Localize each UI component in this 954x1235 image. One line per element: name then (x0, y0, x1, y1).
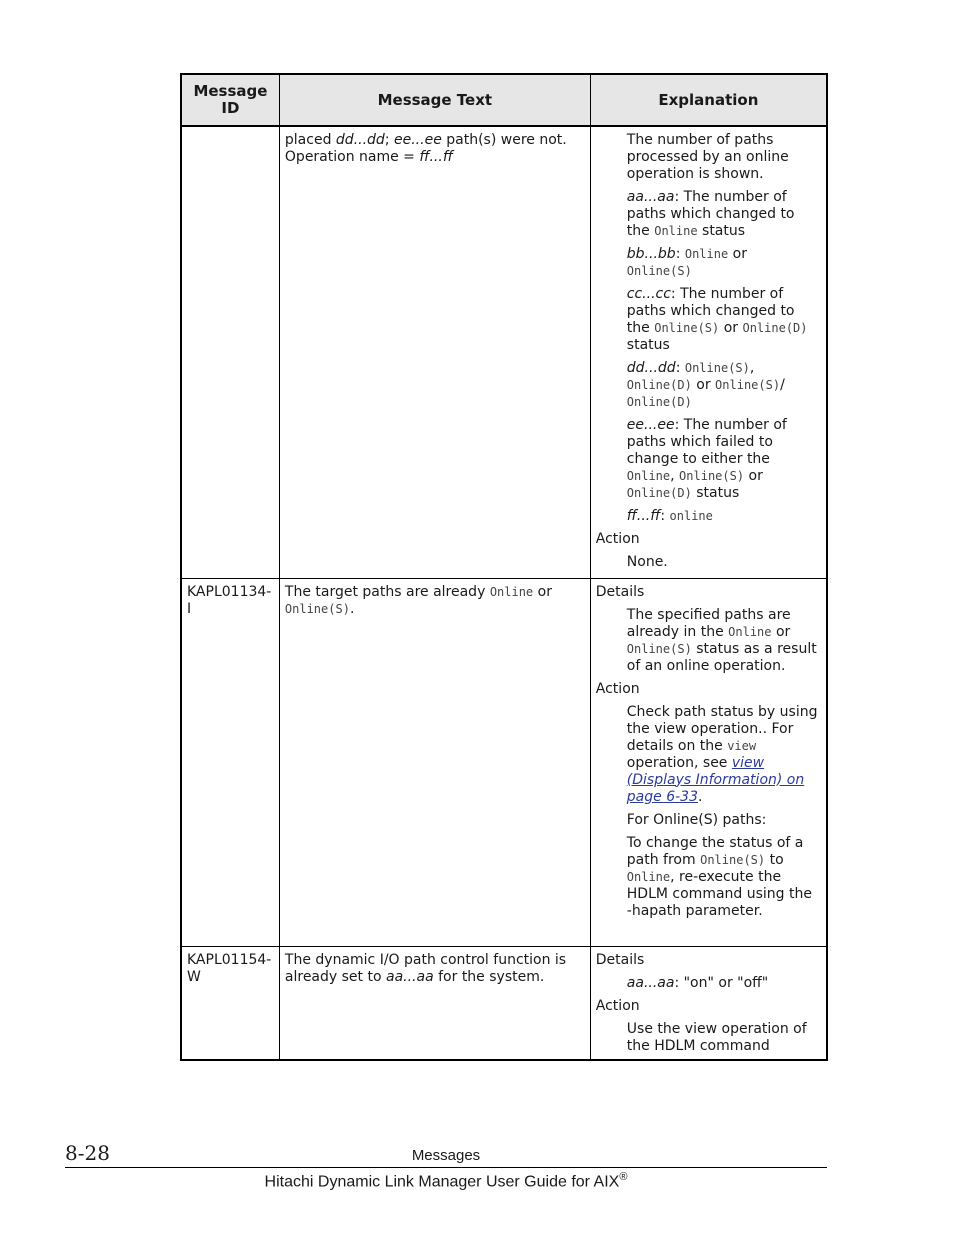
details-label: Details (595, 583, 645, 600)
explanation-cell (590, 126, 827, 578)
header-message-id: Message ID (181, 74, 279, 126)
action-label: Action (595, 997, 640, 1014)
page-number: 8-28 (65, 1141, 110, 1165)
action-text: None. (626, 554, 668, 570)
action-text-3: To change the status of a path from Online(S) to Online, re-execute the HDLM command using the -hapath parameter. (626, 834, 812, 919)
table-row (181, 126, 827, 578)
header-message-text: Message Text (279, 74, 590, 126)
explanation-intro: The number of paths processed by an online operation is shown. (626, 132, 789, 182)
message-id-cell: KAPL01134-I (181, 578, 279, 946)
explanation-bb: bb...bb: Online or Online(S) (626, 246, 747, 278)
details-text: aa...aa: "on" or "off" (626, 974, 769, 991)
explanation-cell (590, 946, 827, 1060)
messages-table (180, 73, 828, 1061)
explanation-dd: dd...dd: Online(S), Online(D) or Online(S)/ Online(D) (626, 360, 785, 409)
table-row (181, 578, 827, 946)
message-text-cell: placed dd...dd; ee...ee path(s) were not. Operation name = ff...ff (279, 126, 590, 578)
footer-document-title: Hitachi Dynamic Link Manager User Guide for AIX® (264, 1171, 628, 1191)
explanation-cc: cc...cc: The number of paths which changed to the Online(S) or Online(D) status (626, 286, 808, 353)
view-reference-link[interactable]: view (Displays Information) on page 6-33 (626, 754, 805, 805)
footer-section-name: Messages (411, 1147, 481, 1164)
explanation-cell (590, 578, 827, 946)
table-header-row (181, 74, 827, 126)
message-id-cell: KAPL01154-W (181, 946, 279, 1060)
details-text: The specified paths are already in the Online or Online(S) status as a result of an online operation. (626, 606, 817, 674)
message-id-cell (181, 126, 279, 578)
explanation-ee: ee...ee: The number of paths which failed to change to either the Online, Online(S) or Online(D) status (626, 417, 787, 501)
message-text-cell: The target paths are already Online or Online(S). (279, 578, 590, 946)
table-row (181, 946, 827, 1060)
action-text: Use the view operation of the HDLM command (626, 1020, 807, 1054)
action-label: Action (595, 531, 640, 547)
message-text-cell: The dynamic I/O path control function is already set to aa...aa for the system. (279, 946, 590, 1060)
registered-mark: ® (619, 1171, 628, 1183)
explanation-aa: aa...aa: The number of paths which changed to the Online status (626, 189, 795, 239)
footer-divider (65, 1167, 827, 1168)
details-label: Details (595, 951, 645, 968)
explanation-ff: ff...ff: online (626, 508, 713, 524)
header-explanation: Explanation (590, 74, 827, 126)
action-label: Action (595, 680, 640, 697)
action-text-1: Check path status by using the view operation.. For details on the view operation, see view (Displays Information) on page 6-33. (626, 703, 818, 805)
action-text-2: For Online(S) paths: (626, 811, 767, 828)
